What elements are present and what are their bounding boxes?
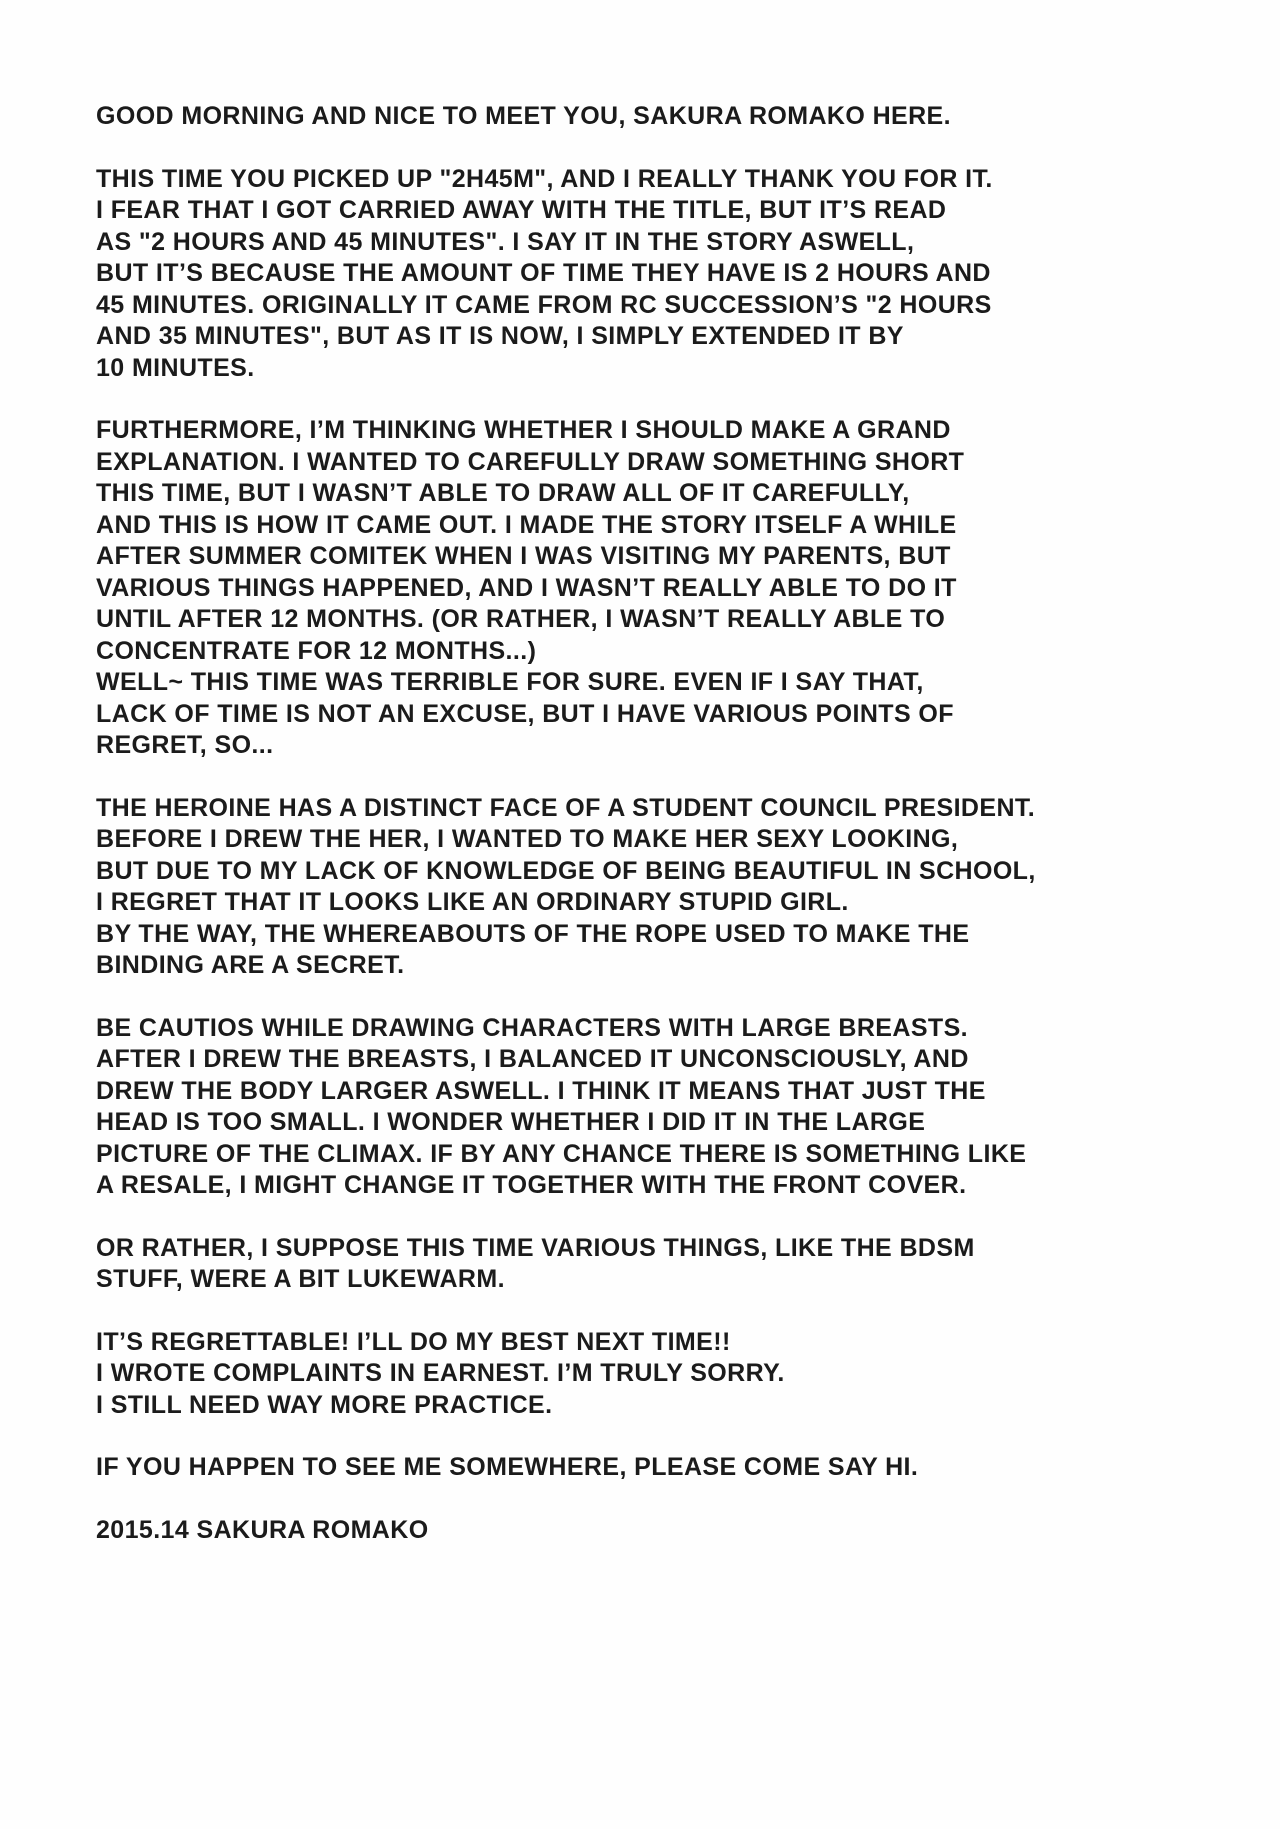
text-line: IF YOU HAPPEN TO SEE ME SOMEWHERE, PLEASE COME SAY HI.	[96, 1453, 919, 1481]
text-line: AND 35 MINUTES", BUT AS IT IS NOW, I SIMPLY EXTENDED IT BY	[96, 322, 904, 350]
paragraph	[96, 793, 1196, 982]
paragraph	[96, 1327, 1196, 1422]
paragraph	[96, 415, 1196, 762]
text-line: 10 MINUTES.	[96, 353, 255, 382]
text-line: THIS TIME YOU PICKED UP "2H45M", AND I REALLY THANK YOU FOR IT.	[96, 164, 993, 193]
paragraph	[96, 1013, 1196, 1202]
text-line: DREW THE BODY LARGER ASWELL. I THINK IT MEANS THAT JUST THE	[96, 1076, 986, 1105]
text-line: WELL~ THIS TIME WAS TERRIBLE FOR SURE. EVEN IF I SAY THAT,	[96, 668, 924, 696]
text-line: LACK OF TIME IS NOT AN EXCUSE, BUT I HAVE VARIOUS POINTS OF	[96, 699, 954, 728]
text-line: BINDING ARE A SECRET.	[96, 951, 405, 979]
text-line: BUT IT’S BECAUSE THE AMOUNT OF TIME THEY HAVE IS 2 HOURS AND	[96, 259, 991, 287]
text-line: 2015.14 SAKURA ROMAKO	[96, 1515, 429, 1544]
text-line: A RESALE, I MIGHT CHANGE IT TOGETHER WITH THE FRONT COVER.	[96, 1171, 967, 1199]
paragraph	[96, 1233, 1196, 1296]
text-line: REGRET, SO...	[96, 731, 274, 759]
text-line: I FEAR THAT I GOT CARRIED AWAY WITH THE TITLE, BUT IT’S READ	[96, 196, 947, 224]
text-line: AFTER SUMMER COMITEK WHEN I WAS VISITING MY PARENTS, BUT	[96, 542, 951, 570]
text-line: I WROTE COMPLAINTS IN EARNEST. I’M TRULY SORRY.	[96, 1359, 785, 1387]
text-line: BEFORE I DREW THE HER, I WANTED TO MAKE HER SEXY LOOKING,	[96, 825, 959, 853]
text-line: IT’S REGRETTABLE! I’LL DO MY BEST NEXT TIME!!	[96, 1327, 731, 1356]
text-line: VARIOUS THINGS HAPPENED, AND I WASN’T REALLY ABLE TO DO IT	[96, 573, 957, 602]
text-line: BE CAUTIOS WHILE DRAWING CHARACTERS WITH LARGE BREASTS.	[96, 1013, 968, 1042]
text-line: FURTHERMORE, I’M THINKING WHETHER I SHOULD MAKE A GRAND	[96, 416, 951, 444]
text-line: CONCENTRATE FOR 12 MONTHS...)	[96, 636, 537, 665]
afterword-text-block	[96, 101, 1196, 1577]
paragraph	[96, 1452, 1196, 1484]
text-line: BY THE WAY, THE WHEREABOUTS OF THE ROPE USED TO MAKE THE	[96, 919, 970, 948]
text-line: AND THIS IS HOW IT CAME OUT. I MADE THE STORY ITSELF A WHILE	[96, 510, 957, 539]
text-line: UNTIL AFTER 12 MONTHS. (OR RATHER, I WASN’T REALLY ABLE TO	[96, 605, 946, 633]
text-line: 45 MINUTES. ORIGINALLY IT CAME FROM RC SUCCESSION’S "2 HOURS	[96, 290, 992, 319]
paragraph	[96, 164, 1196, 385]
paragraph	[96, 1515, 1196, 1547]
text-line: EXPLANATION. I WANTED TO CAREFULLY DRAW SOMETHING SHORT	[96, 447, 965, 476]
text-line: AS "2 HOURS AND 45 MINUTES". I SAY IT IN THE STORY ASWELL,	[96, 227, 915, 256]
text-line: STUFF, WERE A BIT LUKEWARM.	[96, 1265, 505, 1293]
text-line: GOOD MORNING AND NICE TO MEET YOU, SAKURA ROMAKO HERE.	[96, 102, 951, 130]
text-line: I REGRET THAT IT LOOKS LIKE AN ORDINARY STUPID GIRL.	[96, 888, 849, 916]
text-line: AFTER I DREW THE BREASTS, I BALANCED IT UNCONSCIOUSLY, AND	[96, 1045, 969, 1073]
text-line: I STILL NEED WAY MORE PRACTICE.	[96, 1390, 553, 1419]
paragraph	[96, 101, 1196, 133]
text-line: BUT DUE TO MY LACK OF KNOWLEDGE OF BEING BEAUTIFUL IN SCHOOL,	[96, 856, 1036, 885]
text-line: OR RATHER, I SUPPOSE THIS TIME VARIOUS THINGS, LIKE THE BDSM	[96, 1233, 975, 1262]
text-line: THIS TIME, BUT I WASN’T ABLE TO DRAW ALL OF IT CAREFULLY,	[96, 479, 910, 507]
text-line: HEAD IS TOO SMALL. I WONDER WHETHER I DID IT IN THE LARGE	[96, 1108, 926, 1136]
text-line: THE HEROINE HAS A DISTINCT FACE OF A STUDENT COUNCIL PRESIDENT.	[96, 793, 1036, 822]
text-line: PICTURE OF THE CLIMAX. IF BY ANY CHANCE THERE IS SOMETHING LIKE	[96, 1139, 1027, 1168]
